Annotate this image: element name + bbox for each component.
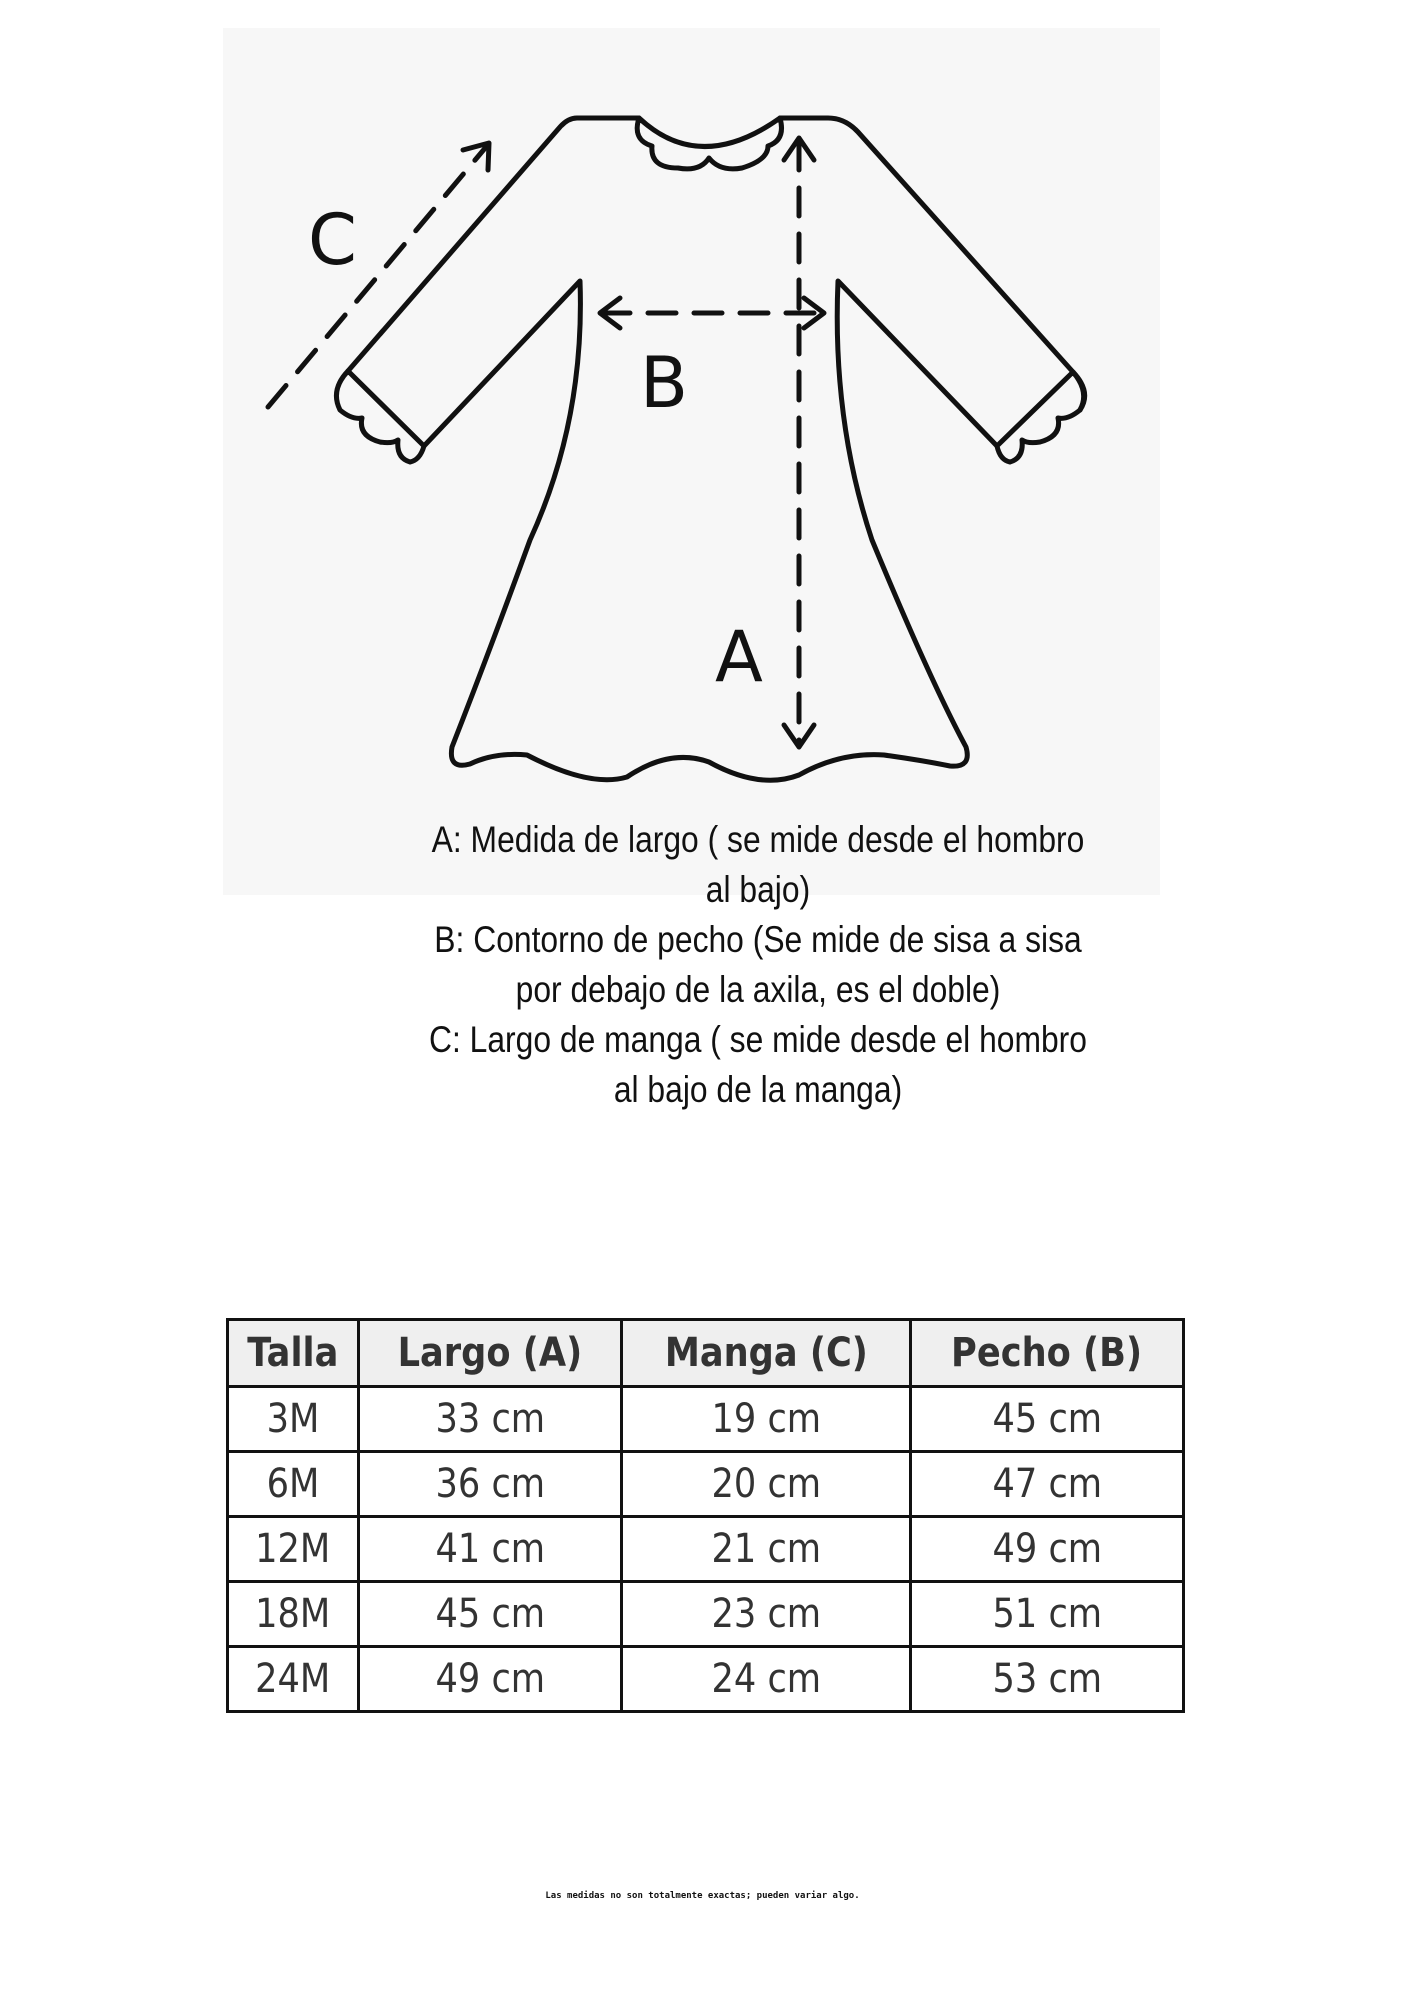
- description-line: al bajo): [705, 869, 811, 910]
- collar: [637, 118, 781, 169]
- table-row: [228, 1517, 1184, 1582]
- label-c: C: [308, 199, 357, 281]
- description-line: por debajo de la axila, es el doble): [515, 969, 1001, 1010]
- cell-manga: 19 cm: [622, 1387, 911, 1452]
- cell-talla: 6M: [228, 1452, 359, 1517]
- cell-pecho: 49 cm: [911, 1517, 1184, 1582]
- disclaimer-note: Las medidas no son totalmente exactas; pueden variar algo.: [545, 1891, 860, 1901]
- arrow-a-head-bottom: [784, 725, 814, 747]
- cell-pecho: 53 cm: [911, 1647, 1184, 1712]
- measurement-description: [390, 815, 1126, 1115]
- cell-manga: 20 cm: [622, 1452, 911, 1517]
- left-cuff: [336, 371, 424, 462]
- table-row: [228, 1387, 1184, 1452]
- description-line: al bajo de la manga): [613, 1069, 903, 1110]
- table-row: [228, 1647, 1184, 1712]
- cell-largo: 33 cm: [359, 1387, 622, 1452]
- arrow-c-line: [268, 147, 486, 407]
- cell-pecho: 45 cm: [911, 1387, 1184, 1452]
- cell-talla: 24M: [228, 1647, 359, 1712]
- header-talla: Talla: [228, 1320, 359, 1387]
- table-header-row: [228, 1320, 1184, 1387]
- cell-manga: 23 cm: [622, 1582, 911, 1647]
- table-row: [228, 1452, 1184, 1517]
- cell-manga: 24 cm: [622, 1647, 911, 1712]
- cell-pecho: 51 cm: [911, 1582, 1184, 1647]
- cell-largo: 41 cm: [359, 1517, 622, 1582]
- label-a: A: [715, 616, 763, 698]
- right-cuff: [997, 372, 1084, 462]
- cell-talla: 3M: [228, 1387, 359, 1452]
- size-table: [226, 1318, 1185, 1713]
- header-largo: Largo (A): [359, 1320, 622, 1387]
- cell-largo: 36 cm: [359, 1452, 622, 1517]
- cell-largo: 45 cm: [359, 1582, 622, 1647]
- cell-largo: 49 cm: [359, 1647, 622, 1712]
- dress-diagram: [0, 0, 1405, 900]
- header-manga: Manga (C): [622, 1320, 911, 1387]
- cell-pecho: 47 cm: [911, 1452, 1184, 1517]
- cell-manga: 21 cm: [622, 1517, 911, 1582]
- label-b: B: [640, 342, 689, 424]
- description-line: A: Medida de largo ( se mide desde el hombro: [431, 819, 1085, 860]
- description-line: B: Contorno de pecho (Se mide de sisa a sisa: [434, 919, 1082, 960]
- description-line: C: Largo de manga ( se mide desde el hombro: [428, 1019, 1087, 1060]
- cell-talla: 18M: [228, 1582, 359, 1647]
- cell-talla: 12M: [228, 1517, 359, 1582]
- header-pecho: Pecho (B): [911, 1320, 1184, 1387]
- table-row: [228, 1582, 1184, 1647]
